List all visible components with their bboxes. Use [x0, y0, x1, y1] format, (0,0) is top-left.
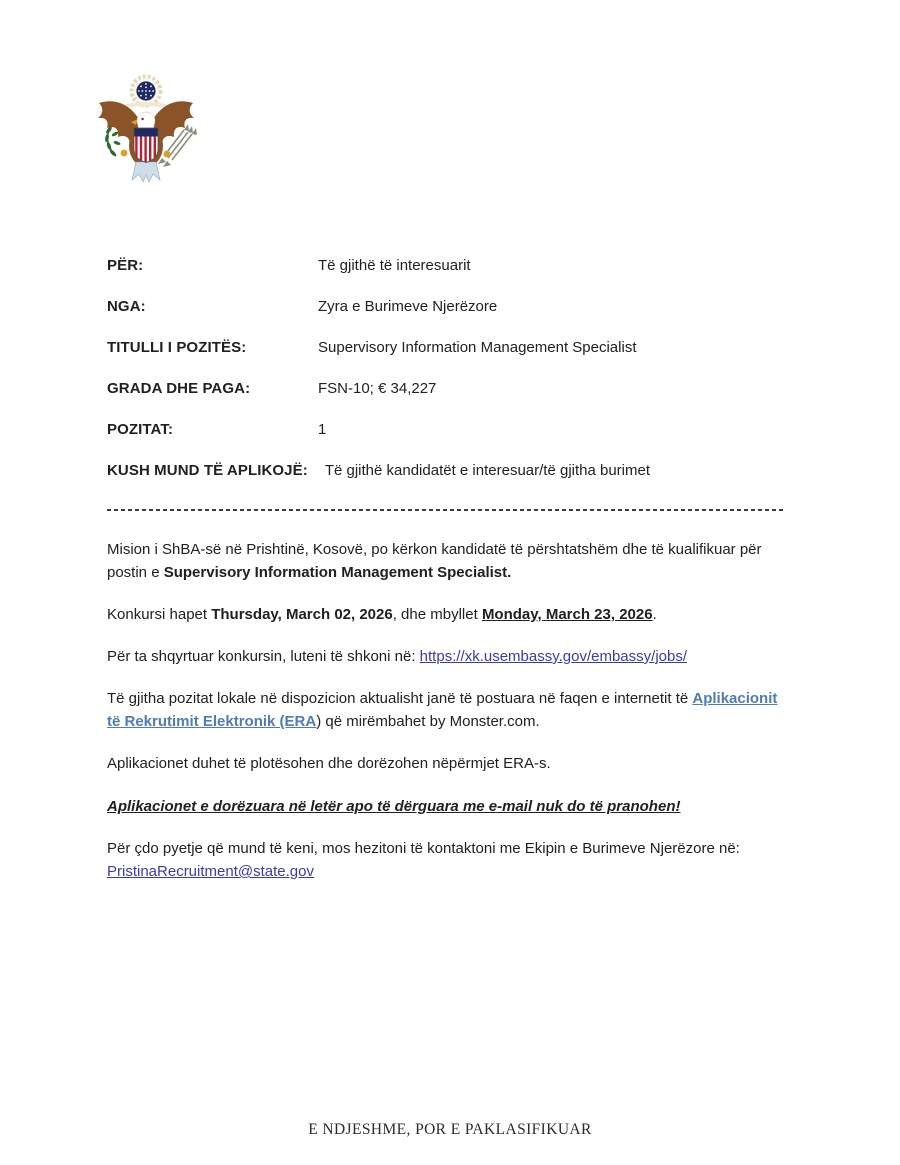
warning-text: Aplikacionet e dorëzuara në letër apo të dërguara me e-mail nuk do të pranohen!: [107, 798, 681, 815]
dates-pre: Konkursi hapet: [107, 606, 212, 623]
memo-label: TITULLI I POZITËS:: [107, 339, 247, 356]
intro-text: Mision i ShBA-së në Prishtinë, Kosovë, po kërkon kandidatë të përshtatshëm dhe të kualifikuar për postin e: [107, 541, 762, 581]
memo-label: NGA:: [107, 298, 146, 315]
memo-row-who-may-apply: [107, 461, 783, 481]
memo-value: FSN-10; € 34,227: [318, 380, 437, 397]
memo-value: Supervisory Information Management Specialist: [318, 339, 637, 356]
recruitment-email-link[interactable]: PristinaRecruitment@state.gov: [107, 863, 314, 880]
paragraph-jobs-link: [107, 645, 783, 668]
memo-label: PËR:: [107, 257, 144, 274]
memo-value: 1: [318, 421, 327, 438]
memo-value: Të gjithë të interesuarit: [318, 257, 471, 274]
memo-label: POZITAT:: [107, 421, 174, 438]
paragraph-intro: [107, 538, 783, 584]
memo-row-from: [107, 297, 783, 317]
eagle-seal-icon: [94, 74, 198, 192]
memo-row-position-title: [107, 338, 783, 358]
dates-mid: , dhe mbyllet: [392, 606, 482, 623]
us-great-seal-logo: [94, 74, 198, 192]
position-title-bold: Supervisory Information Management Specialist.: [163, 564, 512, 581]
contact-pre: Për çdo pyetje që mund të keni, mos hezitoni të kontaktoni me Ekipin e Burimeve Njerëzore në:: [107, 840, 740, 857]
paragraph-era-note: Aplikacionet duhet të plotësohen dhe dorëzohen nëpërmjet ERA-s.: [107, 755, 551, 772]
paragraph-dates: [107, 603, 783, 626]
paragraph-contact: [107, 837, 783, 883]
embassy-jobs-link[interactable]: https://xk.usembassy.gov/embassy/jobs/: [419, 648, 688, 665]
memo-label: GRADA DHE PAGA:: [107, 380, 251, 397]
memo-row-positions: [107, 420, 783, 440]
memo-value: Zyra e Burimeve Njerëzore: [318, 298, 498, 315]
era-link[interactable]: Aplikacionit të Rekrutimit Elektronik (ERA: [107, 690, 778, 730]
closing-date: Monday, March 23, 2026: [481, 606, 653, 623]
era-post: ) që mirëmbahet by Monster.com.: [316, 713, 540, 730]
memo-row-to: [107, 256, 783, 276]
paragraph-warning: [107, 795, 783, 818]
document-body: [107, 503, 783, 902]
memo-value: Të gjithë kandidatët e interesuar/të gjitha burimet: [324, 462, 651, 479]
paragraph-era: [107, 687, 783, 733]
jobs-link-pre: Për ta shqyrtuar konkursin, luteni të shkoni në:: [107, 648, 420, 665]
memo-label: KUSH MUND TË APLIKOJË:: [107, 462, 308, 479]
era-pre: Të gjitha pozitat lokale në dispozicion aktualisht janë të postuara në faqen e internetit të: [107, 690, 693, 707]
dates-post: .: [652, 606, 657, 623]
opening-date: Thursday, March 02, 2026: [211, 606, 393, 623]
dashed-divider: [107, 509, 783, 511]
memo-row-grade-salary: [107, 379, 783, 399]
memo-header-table: [107, 256, 783, 502]
footer-classification: E NDJESHME, POR E PAKLASIFIKUAR: [308, 1121, 592, 1138]
